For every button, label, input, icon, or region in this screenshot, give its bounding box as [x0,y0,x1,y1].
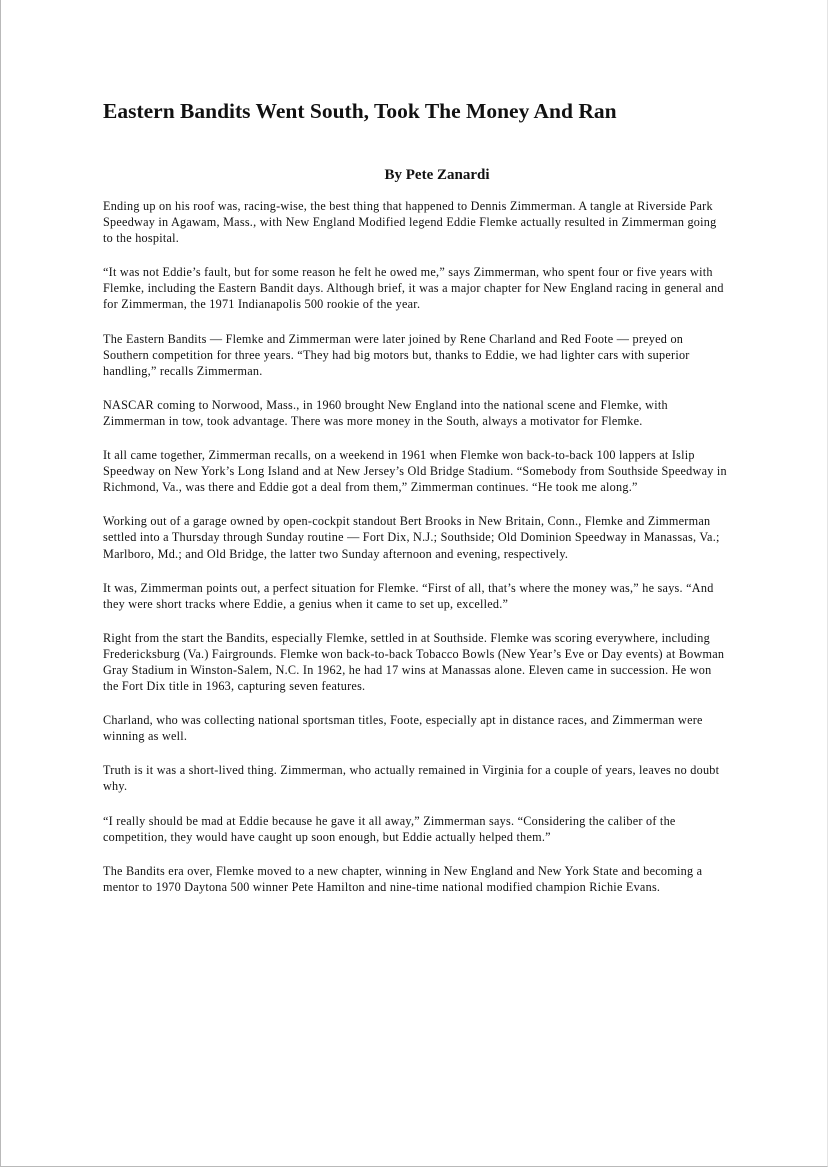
paragraph: Charland, who was collecting national sportsman titles, Foote, especially apt in distance races, and Zimmerman were winning as well. [103,713,703,744]
paragraph: It all came together, Zimmerman recalls, on a weekend in 1961 when Flemke won back-to-back 100 lappers at Islip Speedway on New York’s Long Island and at New Jersey’s Old Bridge Stadium. “Somebody from Southside Speedway in Richmond, Va., was there and Eddie got a deal from them,” Zimmerman continues. “He took me along.” [103,448,727,495]
paragraph: “It was not Eddie’s fault, but for some reason he felt he owed me,” says Zimmerman, who spent four or five years with Flemke, including the Eastern Bandit days. Although brief, it was a major chapter for New England racing in general and for Zimmerman, the 1971 Indianapolis 500 rookie of the year. [103,265,724,312]
paragraph: Working out of a garage owned by open-cockpit standout Bert Brooks in New Britain, Conn., Flemke and Zimmerman settled into a Thursday through Sunday routine — Fort Dix, N.J.; Southside; Old Dominion Speedway in Manassas, Va.; Marlboro, Md.; and Old Bridge, the latter two Sunday afternoon and evening, respectively. [103,514,720,561]
article-paragraphs [103,198,729,895]
paragraph: The Bandits era over, Flemke moved to a new chapter, winning in New England and New York State and becoming a mentor to 1970 Daytona 500 winner Pete Hamilton and nine-time national modified champion Richie Evans. [103,863,703,894]
paragraph: Right from the start the Bandits, especially Flemke, settled in at Southside. Flemke was scoring everywhere, including Fredericksburg (Va.) Fairgrounds. Flemke won back-to-back Tobacco Bowls (New Year’s Eve or Day events) at Bowman Gray Stadium in Winston-Salem, N.C. In 1962, he had 17 wins at Manassas alone. Eleven came in succession. He won the Fort Dix title in 1963, capturing seven features. [103,630,725,694]
paragraph: The Eastern Bandits — Flemke and Zimmerman were later joined by Rene Charland and Red Foote — preyed on Southern competition for three years. “They had big motors but, thanks to Eddie, we had lighter cars with superior handling,” recalls Zimmerman. [103,331,690,378]
paragraph: NASCAR coming to Norwood, Mass., in 1960 brought New England into the national scene and Flemke, with Zimmerman in tow, took advantage. There was more money in the South, always a motivator for Flemke. [103,397,668,428]
paragraph: Ending up on his roof was, racing-wise, the best thing that happened to Dennis Zimmerman. A tangle at Riverside Park Speedway in Agawam, Mass., with New England Modified legend Eddie Flemke actually resulted in Zimmerman going to the hospital. [103,199,717,246]
article-byline: By Pete Zanardi [384,167,490,183]
paragraph: Truth is it was a short-lived thing. Zimmerman, who actually remained in Virginia for a couple of years, leaves no doubt why. [103,763,720,794]
article-body [103,96,729,913]
paragraph: “I really should be mad at Eddie because he gave it all away,” Zimmerman says. “Considering the caliber of the competition, they would have caught up soon enough, but Eddie actually helped them.” [103,813,676,844]
paragraph: It was, Zimmerman points out, a perfect situation for Flemke. “First of all, that’s where the money was,” he says. “And they were short tracks where Eddie, a genius when it came to set up, excelled.” [103,580,714,611]
article-title: Eastern Bandits Went South, Took The Money And Ran [103,99,617,123]
